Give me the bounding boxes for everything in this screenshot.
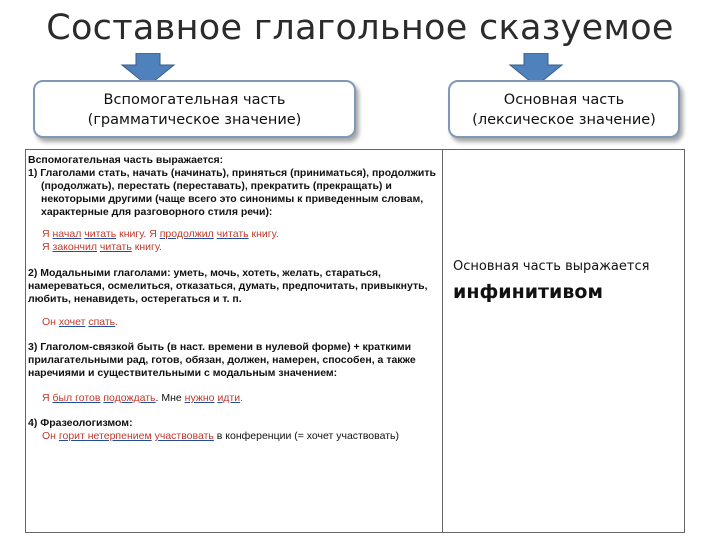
box-label: Вспомогательная часть [103,92,286,108]
example-2: Он хочет спать. [42,316,119,328]
auxiliary-part-box [33,80,356,138]
page-title: Составное глагольное сказуемое [46,8,674,48]
box-label: Основная часть [503,92,625,108]
box-sublabel: (лексическое значение) [472,112,656,128]
example-3: Я был готов подождать. Мне нужно идти. [42,392,244,404]
main-part-box [448,80,680,138]
intro-text: Вспомогательная часть выражается: [28,154,224,166]
point-2: 2) Модальными глаголами: уметь, мочь, хотеть, желать, стараться, намереваться, осмелиться, отказаться, думать, предпочитать, привыкнуть, любить, ненавидеть, остерегаться и т. п. [28,267,428,305]
point-3: 3) Глаголом-связкой быть (в наст. времени в нулевой форме) + краткими прилагательными рад, готов, обязан, должен, намерен, способен, а также наречиями и существительными с модальным значением: [28,341,416,379]
point-1: 1) Глаголами стать, начать (начинать), приняться (приниматься), продолжить (продолжать), перестать (переставать), прекратить (прекращать) и некоторыми другими (чаще всего это синонимы к приведенным словам, характерные для разговорного стиля речи): [28,167,436,218]
point-4-title: 4) Фразеологизмом: [28,417,133,429]
infinitive-label: инфинитивом [453,281,603,303]
left-column [28,154,438,443]
example-4: Он горит нетерпением участвовать в конференции (= хочет участвовать) [42,430,399,442]
main-part-description: Основная часть выражается [453,259,650,274]
box-sublabel: (грамматическое значение) [87,112,302,128]
example-1a: Я начал читать книгу. Я продолжил читать книгу. [42,228,279,240]
column-divider [442,149,443,533]
example-1b: Я закончил читать книгу. [42,241,162,253]
